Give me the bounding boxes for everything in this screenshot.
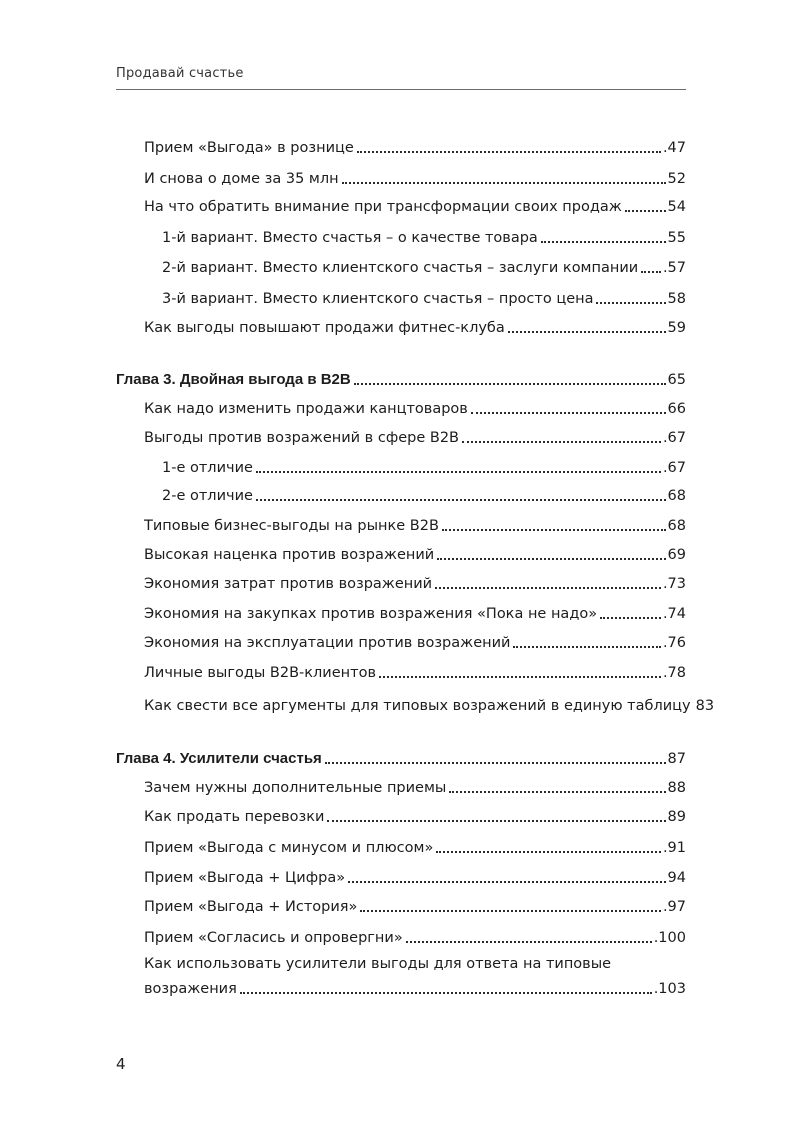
toc-entry-title: На что обратить внимание при трансформации своих продаж <box>144 199 622 215</box>
dot-leader <box>596 302 665 304</box>
dot-leader <box>625 210 666 212</box>
toc-entry-page: .76 <box>662 635 686 651</box>
toc-entry-title: Как выгоды повышают продажи фитнес-клуба <box>144 320 505 336</box>
toc-entry[interactable] <box>144 866 686 890</box>
toc-entry-page: 58 <box>667 291 686 307</box>
toc-entry-title: Экономия на закупках против возражения «Пока не надо» <box>144 606 598 622</box>
toc-entry-page: 59 <box>667 320 686 336</box>
toc-entry[interactable] <box>144 316 686 340</box>
toc-entry-title: Личные выгоды B2B-клиентов <box>144 665 376 681</box>
toc-entry-title: Прием «Согласись и опровергни» <box>144 930 403 946</box>
toc-entry-page: 65 <box>667 372 686 388</box>
toc-entry[interactable] <box>144 397 686 421</box>
toc-entry-title: Зачем нужны дополнительные приемы <box>144 780 447 796</box>
toc-entry-page: 87 <box>667 751 686 767</box>
toc-entry[interactable] <box>162 226 686 250</box>
toc-entry-title: 1-й вариант. Вместо счастья – о качестве товара <box>162 230 538 246</box>
dot-leader <box>471 412 666 414</box>
dot-leader <box>442 529 666 531</box>
toc-entry-title: 1-е отличие <box>162 460 253 476</box>
toc-entry-page: 68 <box>667 488 686 504</box>
dot-leader <box>327 820 665 822</box>
toc-entry[interactable] <box>144 895 686 919</box>
dot-leader <box>462 441 661 443</box>
toc-entry[interactable] <box>144 926 686 950</box>
toc-entry-page: 88 <box>667 780 686 796</box>
dot-leader <box>379 676 661 678</box>
toc-chapter-entry[interactable] <box>116 368 686 392</box>
dot-leader <box>354 383 666 385</box>
dot-leader <box>436 851 661 853</box>
dot-leader <box>437 558 665 560</box>
toc-entry-page: .100 <box>653 930 686 946</box>
toc-entry-page: .91 <box>662 840 686 856</box>
dot-leader <box>256 471 661 473</box>
toc-entry-title: Прием «Выгода + Цифра» <box>144 870 346 886</box>
toc-entry[interactable] <box>144 195 686 219</box>
toc-entry-title: возражения <box>144 981 237 997</box>
dot-leader <box>513 646 660 648</box>
dot-leader <box>406 941 652 943</box>
toc-entry[interactable] <box>144 543 686 567</box>
toc-entry[interactable] <box>144 167 686 191</box>
toc-entry-title: Прием «Выгода + История» <box>144 899 358 915</box>
running-head-title: Продавай счастье <box>116 66 244 81</box>
toc-entry-title: Глава 4. Усилители счастья <box>116 750 322 767</box>
dot-leader <box>508 331 666 333</box>
toc-entry-page: .67 <box>662 430 686 446</box>
toc-entry[interactable] <box>144 136 686 160</box>
toc-entry-title: Прием «Выгода с минусом и плюсом» <box>144 840 434 856</box>
toc-entry-page: 94 <box>667 870 686 886</box>
toc-entry-page: 83 <box>695 698 715 714</box>
toc-entry-page: .73 <box>662 576 686 592</box>
toc-entry[interactable] <box>144 836 686 860</box>
toc-entry-page: 69 <box>667 547 686 563</box>
toc-entry-title: Типовые бизнес-выгоды на рынке B2B <box>144 518 439 534</box>
toc-entry-page: 66 <box>667 401 686 417</box>
toc-entry-line1: Как использовать усилители выгоды для ответа на типовые <box>144 956 612 972</box>
toc-entry[interactable] <box>144 572 686 596</box>
dot-leader <box>641 271 661 273</box>
toc-entry-title: Выгоды против возражений в сфере B2B <box>144 430 459 446</box>
toc-entry-title: Как надо изменить продажи канцтоваров <box>144 401 468 417</box>
toc-entry-page: 54 <box>667 199 686 215</box>
toc-entry-title: Высокая наценка против возражений <box>144 547 435 563</box>
toc-entry-title: Как свести все аргументы для типовых возражений в единую таблицу <box>144 698 691 714</box>
dot-leader <box>342 182 666 184</box>
dot-leader <box>435 587 661 589</box>
toc-chapter-entry[interactable] <box>116 747 686 771</box>
toc-entry[interactable] <box>144 805 686 829</box>
dot-leader <box>325 762 666 764</box>
toc-entry-page: 55 <box>667 230 686 246</box>
toc-entry-page: .57 <box>662 260 686 276</box>
toc-entry-page: .103 <box>653 981 686 997</box>
toc-entry-page: 89 <box>667 809 686 825</box>
toc-entry[interactable] <box>162 484 686 508</box>
dot-leader <box>449 791 665 793</box>
toc-entry-title: Экономия затрат против возражений <box>144 576 433 592</box>
dot-leader <box>357 151 661 153</box>
toc-entry-page: .47 <box>662 140 686 156</box>
toc-entry-page: .78 <box>662 665 686 681</box>
toc-entry-page: .97 <box>662 899 686 915</box>
page-number: 4 <box>116 1055 126 1073</box>
toc-entry[interactable] <box>162 256 686 280</box>
toc-entry[interactable] <box>144 694 715 718</box>
toc-entry-title: Экономия на эксплуатации против возражений <box>144 635 511 651</box>
toc-entry-title: 2-й вариант. Вместо клиентского счастья – заслуги компании <box>162 260 639 276</box>
toc-entry-title: И снова о доме за 35 млн <box>144 171 339 187</box>
toc-entry-title: 2-е отличие <box>162 488 253 504</box>
toc-entry[interactable] <box>144 426 686 450</box>
dot-leader <box>600 617 661 619</box>
toc-entry-page: .67 <box>662 460 686 476</box>
toc-entry[interactable] <box>144 514 686 538</box>
toc-entry-page: 68 <box>667 518 686 534</box>
dot-leader <box>360 910 661 912</box>
toc-entry-title: Глава 3. Двойная выгода в B2B <box>116 371 351 388</box>
dot-leader <box>541 241 666 243</box>
toc-entry-title: Как продать перевозки <box>144 809 325 825</box>
toc-entry[interactable] <box>162 456 686 480</box>
toc-entry[interactable] <box>162 287 686 311</box>
toc-entry[interactable] <box>144 776 686 800</box>
toc-entry-page: 52 <box>667 171 686 187</box>
toc-entry[interactable] <box>144 977 686 1001</box>
toc-entry-page: .74 <box>662 606 686 622</box>
dot-leader <box>240 992 652 994</box>
header-rule <box>116 89 686 90</box>
toc-entry-title: 3-й вариант. Вместо клиентского счастья – просто цена <box>162 291 594 307</box>
dot-leader <box>348 881 665 883</box>
toc-entry[interactable] <box>144 602 686 626</box>
toc-entry[interactable] <box>144 661 686 685</box>
dot-leader <box>256 499 666 501</box>
toc-entry[interactable] <box>144 631 686 655</box>
toc-entry-title: Прием «Выгода» в рознице <box>144 140 354 156</box>
